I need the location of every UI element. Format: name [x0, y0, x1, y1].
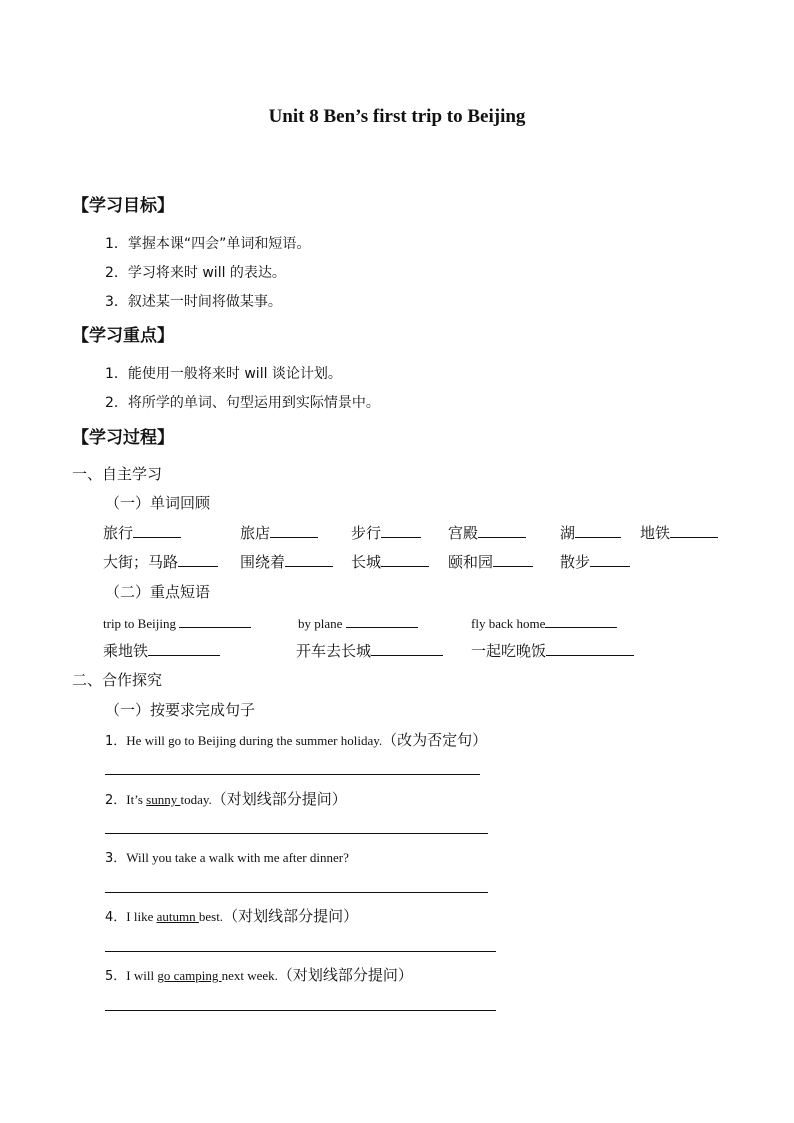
- underlined-target: go camping: [157, 968, 222, 983]
- word-review-item: 大街；马路: [103, 551, 218, 572]
- phrase-item: fly back home: [471, 613, 617, 632]
- word-blank[interactable]: [493, 552, 533, 567]
- word-blank[interactable]: [670, 523, 718, 538]
- word-blank[interactable]: [381, 552, 429, 567]
- word-blank[interactable]: [590, 552, 630, 567]
- objective-item-3: 3．叙述某一时间将做某事。: [105, 294, 282, 310]
- part2-sub1-label: （一）按要求完成句子: [105, 701, 256, 719]
- question-4: 4．I like autumn best.（对划线部分提问）: [105, 907, 359, 925]
- objective-item-2: 2．学习将来时 will 的表达。: [105, 265, 286, 281]
- word-review-item: 宫殿: [448, 522, 526, 543]
- word-review-item: 散步: [560, 551, 630, 572]
- phrase-item: 乘地铁: [103, 640, 220, 661]
- answer-line[interactable]: [105, 951, 496, 952]
- phrase-blank[interactable]: [346, 613, 418, 628]
- question-2: 2．It’s sunny today.（对划线部分提问）: [105, 790, 347, 808]
- question-3: 3．Will you take a walk with me after dinner?: [105, 850, 349, 866]
- word-review-item: 长城: [351, 551, 429, 572]
- word-blank[interactable]: [133, 523, 181, 538]
- answer-line[interactable]: [105, 833, 488, 834]
- word-blank[interactable]: [285, 552, 333, 567]
- word-blank[interactable]: [575, 523, 621, 538]
- section-heading-focus: 【学习重点】: [72, 326, 174, 346]
- word-review-item: 旅店: [240, 522, 318, 543]
- answer-line[interactable]: [105, 774, 480, 775]
- word-review-item: 围绕着: [240, 551, 333, 572]
- part2-label: 二、合作探究: [72, 671, 163, 689]
- objective-item-1: 1．掌握本课“四会”单词和短语。: [105, 236, 311, 252]
- word-blank[interactable]: [270, 523, 318, 538]
- section-heading-process: 【学习过程】: [72, 428, 174, 448]
- word-review-item: 湖: [560, 522, 621, 543]
- phrase-item: trip to Beijing: [103, 613, 251, 632]
- phrase-item: 开车去长城: [296, 640, 443, 661]
- phrase-blank[interactable]: [179, 613, 251, 628]
- question-5: 5．I will go camping next week.（对划线部分提问）: [105, 966, 413, 984]
- page-title: Unit 8 Ben’s first trip to Beijing: [268, 106, 526, 127]
- phrase-blank[interactable]: [546, 641, 634, 656]
- phrase-blank[interactable]: [545, 613, 617, 628]
- phrase-blank[interactable]: [371, 641, 443, 656]
- word-review-item: 地铁: [640, 522, 718, 543]
- word-review-item: 旅行: [103, 522, 181, 543]
- word-review-item: 步行: [351, 522, 421, 543]
- word-blank[interactable]: [381, 523, 421, 538]
- focus-item-2: 2．将所学的单词、句型运用到实际情景中。: [105, 395, 380, 411]
- phrase-blank[interactable]: [148, 641, 220, 656]
- phrase-item: by plane: [298, 613, 418, 632]
- part1-sub1-label: （一）单词回顾: [105, 494, 211, 512]
- answer-line[interactable]: [105, 1010, 496, 1011]
- word-blank[interactable]: [478, 523, 526, 538]
- word-blank[interactable]: [178, 552, 218, 567]
- part1-label: 一、自主学习: [72, 465, 163, 483]
- underlined-target: autumn: [156, 909, 199, 924]
- focus-item-1: 1．能使用一般将来时 will 谈论计划。: [105, 366, 342, 382]
- section-heading-objectives: 【学习目标】: [72, 196, 174, 216]
- question-1: 1．He will go to Beijing during the summer holiday.（改为否定句）: [105, 731, 488, 749]
- phrase-item: 一起吃晚饭: [471, 640, 634, 661]
- part1-sub2-label: （二）重点短语: [105, 583, 211, 601]
- underlined-target: sunny: [146, 792, 181, 807]
- answer-line[interactable]: [105, 892, 488, 893]
- word-review-item: 颐和园: [448, 551, 533, 572]
